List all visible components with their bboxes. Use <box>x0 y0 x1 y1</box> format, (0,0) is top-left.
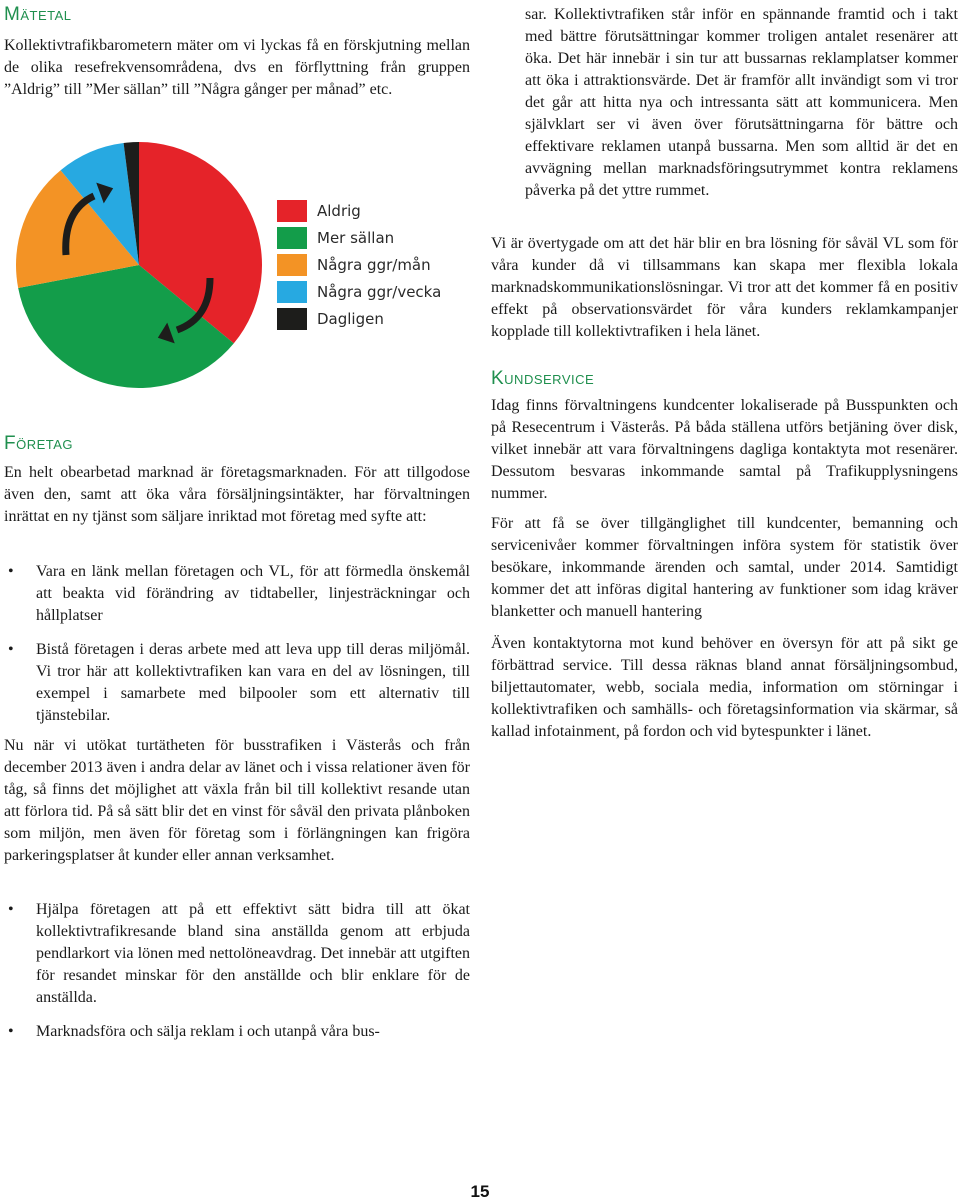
legend-entry <box>277 305 441 332</box>
kundservice-paragraph-1: Idag finns förvaltningens kundcenter lokaliserade på Busspunkten och på Resecentrum i Västerås. På båda ställena utförs betjäning över disk, vilket innebär att vara förvaltningens dagliga kontaktyta mot resenärer. Dessutom besvaras inkommande samtal på Trafikupplysningens nummer. <box>491 397 958 502</box>
legend-swatch <box>277 200 307 222</box>
section-heading-kundservice: Kundservice <box>491 368 595 389</box>
legend-label: Dagligen <box>317 309 384 328</box>
reklam-continuation: sar. Kollektivtrafiken står inför en spännande framtid och i takt med bättre förutsättningar kommer troligen antalet resenärer att öka. Det här innebär i sin tur att bussarnas reklamplatser kommer att öka i attraktionsvärde. Det är framför allt invändigt som vi tror det går att hitta nya och intressanta sätt att kommunicera. Men självklart ser vi även över förutsättningarna för bättre och effektivare reklamen utanpå bussarna. Men som alltid är det en avvägning mellan marknadsföringsutrymmet kontra reklamens påverka på det yttre rummet. <box>525 6 958 199</box>
legend-swatch <box>277 227 307 249</box>
foretag-paragraph: Nu när vi utökat turtätheten för busstrafiken i Västerås och från december 2013 även i andra delar av länet och i vissa relationer även för tåg, så finns det möjlighet att växla från bil till kollektivt resande utan att förlora tid. På så sätt blir det en vinst för såväl den privata plånboken som miljön, men även för företag som i förlängningen kan frigöra parkeringsplatser åt kunder eller annan verksamhet. <box>4 737 470 864</box>
matetal-text: Kollektivtrafikbarometern mäter om vi lyckas få en förskjutning mellan de olika resefrekvensområdena, dvs en förflyttning från gruppen ”Aldrig” till ”Mer sällan” till ”Några gånger per månad” etc. <box>4 37 470 98</box>
legend-entry <box>277 278 441 305</box>
list-item: • Marknadsföra och sälja reklam i och utanpå våra bus- <box>4 1021 470 1043</box>
legend-label: Några ggr/vecka <box>317 282 442 301</box>
resefrekvens-pie-chart <box>14 140 264 390</box>
foretag-bullets-2 <box>4 899 470 1055</box>
reklam-conclusion: Vi är övertygade om att det här blir en bra lösning för såväl VL som för våra kunder då vi tillsammans kan skapa mer flexibla lokala marknadskommunikationslösningar. Vi tror att det kommer få en positiv effekt på observationsvärdet för våra kunders reklamkampanjer kopplade till kollektivtrafiken i hela länet. <box>491 235 958 340</box>
legend-swatch <box>277 254 307 276</box>
legend-label: Några ggr/mån <box>317 255 431 274</box>
kundservice-paragraph-2: För att få se över tillgänglighet till kundcenter, bemanning och servicenivåer kommer förvaltningen införa system för statistik över besökare, inkommande ärenden och samtal, under 2014. Samtidigt kommer det att införas digital hantering av funktioner som idag kräver blanketter och manuell hantering <box>491 515 958 620</box>
foretag-intro: En helt obearbetad marknad är företagsmarknaden. För att tillgodose även den, samt att öka våra försäljningsintäkter, har förvaltningen inrättat en ny tjänst som säljare inriktad mot företag med syfte att: <box>4 464 470 525</box>
section-heading-matetal: Mätetal <box>4 4 72 25</box>
legend-entry <box>277 251 441 278</box>
legend-label: Mer sällan <box>317 228 395 247</box>
section-heading-foretag: Företag <box>4 433 74 454</box>
list-item: • Bistå företagen i deras arbete med att leva upp till deras miljömål. Vi tror här att kollektivtrafiken kan vara en del av lösningen, till exempel i samarbete med bilpooler som ett alternativ till tjänstebilar. <box>4 639 470 727</box>
list-item: • Hjälpa företagen att på ett effektivt sätt bidra till att ökat kollektivtrafikresande bland sina anställda genom att erbjuda pendlarkort via lönen med nettolöneavdrag. Det innebär att utgiften för resandet minskar för den anställde och blir enklare för de anställda. <box>4 899 470 1009</box>
chart-legend <box>277 197 441 332</box>
foretag-bullets-1 <box>4 561 470 739</box>
kundservice-paragraph-3: Även kontaktytorna mot kund behöver en översyn för att på sikt ge förbättrad service. Till dessa räknas bland annat försäljningsombud, biljettautomater, webb, sociala media, information om störningar i kollektivtrafiken och samhälls- och företagsinformation via skärmar, så kallad infotainment, på fordon och vid bytespunkter i länet. <box>491 635 958 740</box>
legend-entry <box>277 197 441 224</box>
legend-swatch <box>277 308 307 330</box>
legend-label: Aldrig <box>317 201 361 220</box>
page-number: 15 <box>470 1182 490 1201</box>
legend-swatch <box>277 281 307 303</box>
list-item: • Vara en länk mellan företagen och VL, för att förmedla önskemål att beakta vid förändring av tidtabeller, linjesträckningar och hållplatser <box>4 561 470 627</box>
legend-entry <box>277 224 441 251</box>
